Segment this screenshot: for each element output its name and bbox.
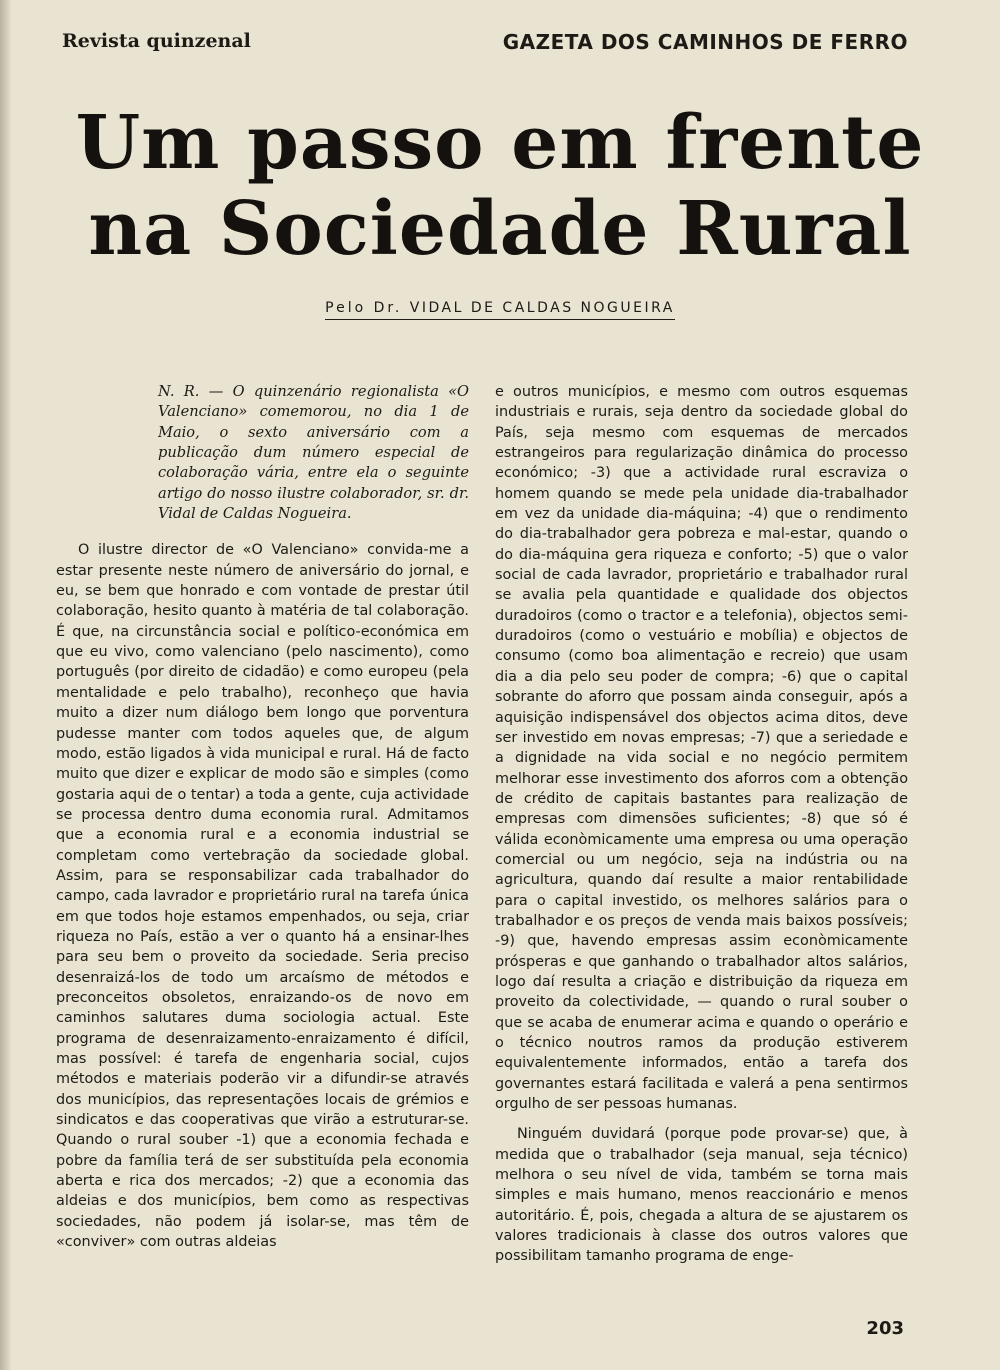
byline-author: VIDAL DE CALDAS NOGUEIRA: [409, 300, 675, 316]
article-title-line-1: Um passo em frente: [75, 100, 925, 186]
left-column: [56, 382, 469, 1252]
article-title: [60, 100, 940, 272]
running-header-left: Revista quinzenal: [62, 30, 251, 52]
left-column-paragraph: O ilustre director de «O Valenciano» convida-me a estar presente neste número de aniversário do jornal, e eu, se bem que honrado e com vontade de prestar útil colaboração, hesito quanto à matéria de tal colaboração. É que, na circunstância social e político-económica em que eu vivo, como valenciano (pelo nascimento), como português (por direito de cidadão) e como europeu (pela mentalidade e pelo trabalho), reconheço que havia muito a dizer num diálogo bem longo que porventura pudesse manter com todos aqueles que, de algum modo, estão ligados à vida municipal e rural. Há de facto muito que dizer e explicar de modo são e simples (como gostaria aqui de o tentar) a toda a gente, cuja actividade se processa dentro duma economia rural. Admitamos que a economia rural e a economia industrial se completam como vertebração da sociedade global. Assim, para se responsabilizar cada trabalhador do campo, cada lavrador e proprietário rural na tarefa única em que todos hoje estamos empenhados, ou seja, criar riqueza no País, estão a ver o quanto há a ensinar-lhes para seu bem o proveito da sociedade. Seria preciso desenraizá-los de todo um arcaísmo de métodos e preconceitos obsoletos, enraizando-os de novo em caminhos salutares duma sociologia actual. Este programa de desenraizamento-enraizamento é difícil, mas possível: é tarefa de engenharia social, cujos métodos e materiais poderão vir a difundir-se através dos municípios, das representações locais de grémios e sindicatos e das cooperativas que virão a estruturar-se. Quando o rural souber -1) que a economia fechada e pobre da família terá de ser substituída pela economia aberta e rica dos mercados; -2) que a economia das aldeias e dos municípios, bem como as respectivas sociedades, não podem já isolar-se, mas têm de «conviver» com outras aldeias: [56, 542, 469, 1251]
page-number: 203: [866, 1318, 904, 1339]
byline-underline: [325, 300, 675, 320]
page-edge-shadow: [0, 0, 12, 1370]
running-header-right: GAZETA DOS CAMINHOS DE FERRO: [502, 30, 908, 54]
editor-note: N. R. — O quinzenário regionalista «O Valenciano» comemorou, no dia 1 de Maio, o sexto aniversário com a publicação dum número especial de colaboração vária, entre ela o seguinte artigo do nosso ilustre colaborador, sr. dr. Vidal de Caldas Nogueira.: [158, 383, 469, 523]
byline-prefix: Pelo Dr.: [325, 300, 403, 316]
article-title-line-2: na Sociedade Rural: [88, 186, 912, 272]
byline: [200, 300, 800, 316]
right-column: [495, 382, 908, 1267]
right-column-paragraph-2: Ninguém duvidará (porque pode provar-se) que, à medida que o trabalhador (seja manual, seja técnico) melhora o seu nível de vida, também se torna mais simples e mais humano, menos reaccionário e menos autoritário. É, pois, chegada a altura de se ajustarem os valores tradicionais à classe dos outros valores que possibilitam tamanho programa de enge-: [495, 1126, 908, 1265]
right-column-paragraph-1: e outros municípios, e mesmo com outros esquemas industriais e rurais, seja dentro da sociedade global do País, seja mesmo com esquemas de mercados estrangeiros para regularização dinâmica do processo económico; -3) que a actividade rural escraviza o homem quando se mede pela unidade dia-trabalhador em vez da unidade dia-máquina; -4) que o rendimento do dia-trabalhador gera pobreza e mal-estar, quando o do dia-máquina gera riqueza e conforto; -5) que o valor social de cada lavrador, proprietário e trabalhador rural se avalia pela quantidade e qualidade dos objectos duradoiros (como o tractor e a telefonia), objectos semi-duradoiros (como o vestuário e mobília) e objectos de consumo (como boa alimentação e recreio) que usam dia a dia pelo seu poder de compra; -6) que o capital sobrante do aforro que possam ainda conseguir, após a aquisição indispensável dos objectos acima ditos, deve ser investido em novas empresas; -7) que a seriedade e a dignidade na vida social e no negócio permitem melhorar esse investimento dos aforros com a obtenção de crédito de capitais bastantes para realização de empresas com dimensões suficientes; -8) que só é válida econòmicamente uma empresa ou uma operação comercial ou um negócio, seja na indústria ou na agricultura, quando daí resulte a maior rentabilidade para o capital investido, os melhores salários para o trabalhador e os preços de venda mais baixos possíveis; -9) que, havendo empresas assim econòmicamente prósperas e que ganhando o trabalhador altos salários, logo daí resulta a criação e distribuição da riqueza em proveito da colectividade, — quando o rural souber o que se acaba de enumerar acima e quando o operário e o técnico noutros ramos da produção estiverem equivalentemente informados, então a tarefa dos governantes estará facilitada e valerá a pena sentirmos orgulho de ser pessoas humanas.: [495, 384, 908, 1113]
